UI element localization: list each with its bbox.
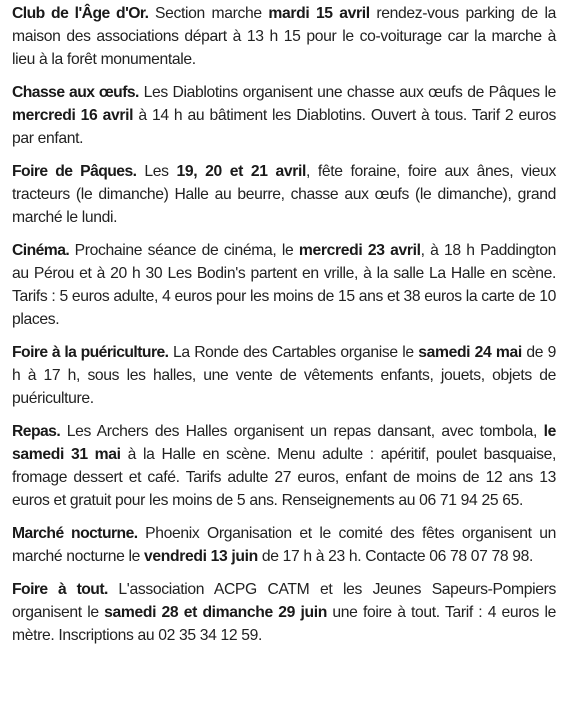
brief-text: de 17 h à 23 h. Contacte 06 78 07 78 98. [257,548,534,565]
brief-text: de 9 h à 17 h, sous les halles, une vente de vêtements enfants, jouets, objets de puériculture. [12,344,556,407]
brief-date: mardi 15 avril [268,5,370,22]
brief-foire-a-tout [12,578,556,647]
brief-date: 19, 20 et 21 avril [176,163,306,180]
brief-chasse-aux-oeufs [12,81,556,150]
brief-date: le samedi 31 mai [12,423,556,463]
brief-date: samedi 24 mai [418,344,522,361]
brief-heading: Marché nocturne. [12,525,138,542]
brief-foire-puericulture [12,341,556,410]
brief-cinema [12,239,556,331]
brief-heading: Chasse aux œufs. [12,84,139,101]
brief-text: Les Archers des Halles organisent un repas dansant, avec tombola, [60,423,544,440]
brief-heading: Repas. [12,423,61,440]
brief-date: mercredi 16 avril [12,107,134,124]
brief-heading: Foire de Pâques. [12,163,137,180]
brief-date: samedi 28 et dimanche 29 juin [104,604,327,621]
brief-text: Les Diablotins organisent une chasse aux œufs de Pâques le [138,84,556,101]
brief-date: vendredi 13 juin [144,548,258,565]
brief-heading: Foire à la puériculture. [12,344,169,361]
brief-text: Prochaine séance de cinéma, le [69,242,299,259]
brief-text: L'association ACPG CATM et les Jeunes Sapeurs-Pompiers organisent le [12,581,557,621]
brief-date: mercredi 23 avril [298,242,421,259]
brief-foire-de-paques [12,160,556,229]
brief-text: une foire à tout. Tarif : 4 euros le mètre. Inscriptions au 02 35 34 12 59. [12,604,556,644]
brief-heading: Foire à tout. [12,581,108,598]
brief-club-age-or [12,2,556,71]
brief-text: à la Halle en scène. Menu adulte : apéritif, poulet basquaise, fromage dessert et café. Tarifs adulte 27 euros, enfant de moins de 12 ans 13 euros et gratuit pour les moins de 5 ans. Renseignements au 06 71 94 25 65. [12,446,556,509]
brief-text: rendez-vous parking de la maison des associations départ à 13 h 15 pour le co-voiturage car la marche à lieu à la forêt monumentale. [12,5,557,68]
brief-marche-nocturne [12,522,556,568]
brief-text: La Ronde des Cartables organise le [168,344,419,361]
brief-text: , à 18 h Paddington au Pérou et à 20 h 30 Les Bodin's partent en vrille, à la salle La Halle en scène. Tarifs : 5 euros adulte, 4 euros pour les moins de 15 ans et 38 euros la carte de 10 places. [12,242,557,328]
brief-repas [12,420,556,512]
brief-text: à 14 h au bâtiment les Diablotins. Ouvert à tous. Tarif 2 euros par enfant. [12,107,556,147]
brief-text: Phoenix Organisation et le comité des fêtes organisent un marché nocturne le [12,525,556,565]
brief-heading: Club de l'Âge d'Or. [12,5,149,22]
brief-text: Section marche [148,5,269,22]
brief-text: Les [136,163,177,180]
brief-heading: Cinéma. [12,242,70,259]
brief-text: , fête foraine, foire aux ânes, vieux tracteurs (le dimanche) Halle au beurre, chasse aux œufs (le dimanche), grand marché le lundi. [12,163,556,226]
